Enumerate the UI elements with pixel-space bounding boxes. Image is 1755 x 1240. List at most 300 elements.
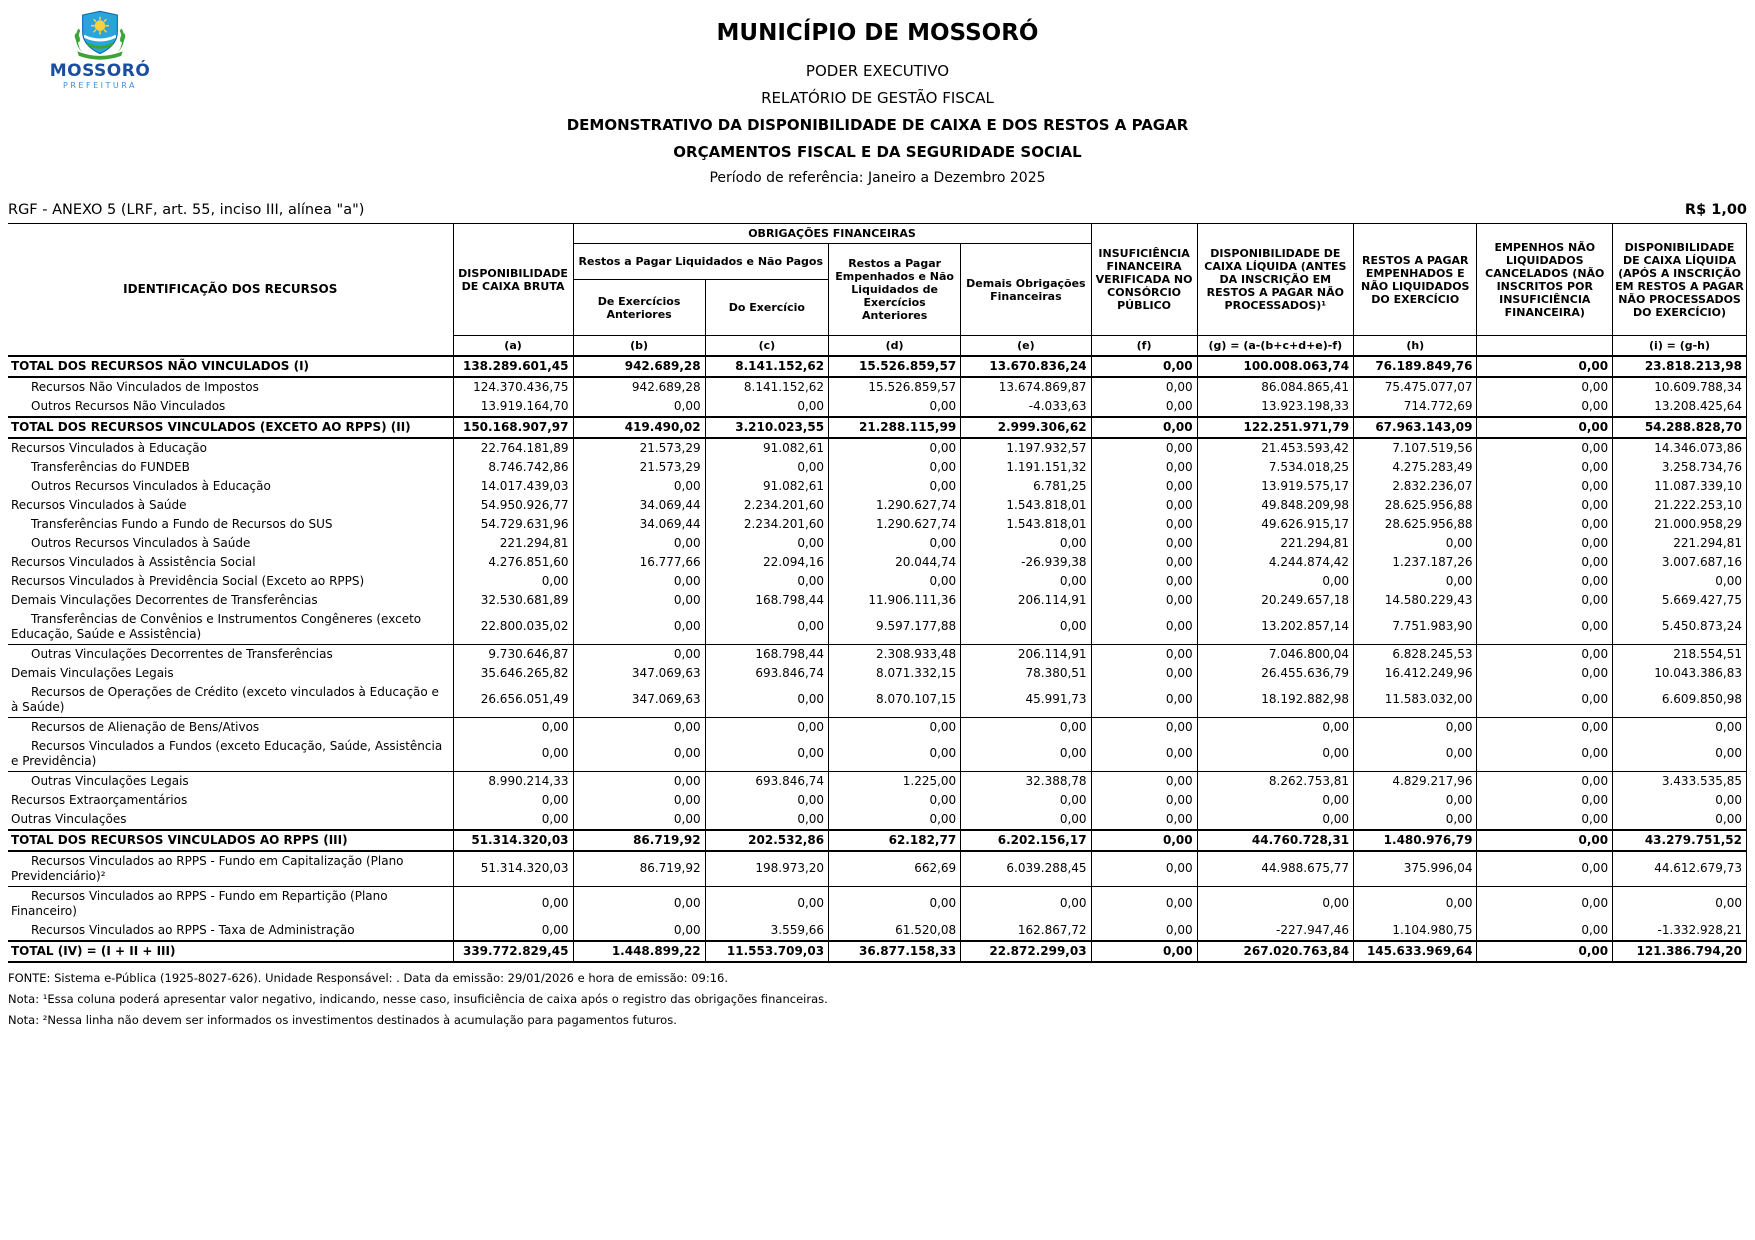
row-value: 15.526.859,57 <box>829 356 961 377</box>
row-value: 2.999.306,62 <box>961 417 1091 438</box>
row-value: 1.197.932,57 <box>961 438 1091 458</box>
row-value: 8.141.152,62 <box>705 377 828 397</box>
row-value: 8.141.152,62 <box>705 356 828 377</box>
logo-subtitle: PREFEITURA <box>63 81 137 90</box>
table-row <box>8 737 1747 772</box>
row-label: Recursos Vinculados à Assistência Social <box>8 553 453 572</box>
row-value: 51.314.320,03 <box>453 830 573 851</box>
row-value: 4.829.217,96 <box>1354 771 1477 791</box>
row-value: 0,00 <box>829 886 961 921</box>
row-value: 18.192.882,98 <box>1197 683 1353 718</box>
row-label: Recursos Vinculados à Saúde <box>8 496 453 515</box>
row-value: 14.580.229,43 <box>1354 591 1477 610</box>
row-value: 693.846,74 <box>705 664 828 683</box>
table-row <box>8 417 1747 438</box>
row-value: 347.069,63 <box>573 683 705 718</box>
row-value: 7.046.800,04 <box>1197 644 1353 664</box>
subtitle-poder: PODER EXECUTIVO <box>805 62 950 80</box>
row-value: 8.262.753,81 <box>1197 771 1353 791</box>
row-value: 0,00 <box>1091 791 1197 810</box>
row-value: 0,00 <box>1477 644 1613 664</box>
row-value: 7.107.519,56 <box>1354 438 1477 458</box>
row-label: Outras Vinculações <box>8 810 453 830</box>
table-row <box>8 477 1747 496</box>
row-value: 0,00 <box>1091 438 1197 458</box>
row-value: 3.258.734,76 <box>1613 458 1747 477</box>
table-body <box>8 356 1747 962</box>
row-value: 198.973,20 <box>705 851 828 887</box>
note-1: Nota: ¹Essa coluna poderá apresentar valor negativo, indicando, nesse caso, insuficiência de caixa após o registro das obrigações financeiras. <box>8 991 828 1006</box>
row-value: 0,00 <box>453 886 573 921</box>
row-value: 21.453.593,42 <box>1197 438 1353 458</box>
row-value: 16.777,66 <box>573 553 705 572</box>
table-row <box>8 830 1747 851</box>
row-value: 0,00 <box>1477 356 1613 377</box>
row-value: 0,00 <box>705 886 828 921</box>
logo-city-name: MOSSORÓ <box>49 61 151 81</box>
row-value: 0,00 <box>1197 717 1353 737</box>
col-letter-a: (a) <box>453 336 573 356</box>
row-value: 0,00 <box>829 791 961 810</box>
row-value: 0,00 <box>453 717 573 737</box>
row-value: 0,00 <box>705 737 828 772</box>
row-value: 0,00 <box>1477 477 1613 496</box>
row-label: Recursos Vinculados ao RPPS - Fundo em Repartição (Plano Financeiro) <box>8 886 453 921</box>
row-value: 21.000.958,29 <box>1613 515 1747 534</box>
row-value: 0,00 <box>573 572 705 591</box>
header-disponibilidade-bruta: DISPONIBILIDADE DE CAIXA BRUTA <box>453 224 573 336</box>
row-value: 0,00 <box>1091 496 1197 515</box>
row-value: 78.380,51 <box>961 664 1091 683</box>
table-row <box>8 610 1747 645</box>
row-value: 0,00 <box>961 534 1091 553</box>
row-value: 0,00 <box>705 534 828 553</box>
row-value: 0,00 <box>961 717 1091 737</box>
row-value: 162.867,72 <box>961 921 1091 941</box>
row-value: 0,00 <box>1354 791 1477 810</box>
row-value: 0,00 <box>1477 921 1613 941</box>
row-value: 22.800.035,02 <box>453 610 573 645</box>
row-value: 6.202.156,17 <box>961 830 1091 851</box>
row-value: 0,00 <box>1091 553 1197 572</box>
row-value: 0,00 <box>705 683 828 718</box>
row-value: 0,00 <box>829 717 961 737</box>
col-letter-h: (h) <box>1354 336 1477 356</box>
header-disponibilidade-liquida-antes: DISPONIBILIDADE DE CAIXA LÍQUIDA (ANTES DA INSCRIÇÃO EM RESTOS A PAGAR NÃO PROCESSADOS)¹ <box>1197 224 1353 336</box>
row-value: 32.530.681,89 <box>453 591 573 610</box>
row-value: 419.490,02 <box>573 417 705 438</box>
row-value: 23.818.213,98 <box>1613 356 1747 377</box>
row-value: 21.573,29 <box>573 438 705 458</box>
subtitle-demonstrativo: DEMONSTRATIVO DA DISPONIBILIDADE DE CAIXA E DOS RESTOS A PAGAR <box>566 116 1189 134</box>
row-value: 0,00 <box>1477 610 1613 645</box>
row-label: Recursos de Alienação de Bens/Ativos <box>8 717 453 737</box>
row-value: 714.772,69 <box>1354 397 1477 417</box>
table-row <box>8 553 1747 572</box>
row-value: 4.275.283,49 <box>1354 458 1477 477</box>
table-row <box>8 515 1747 534</box>
row-label: Recursos Vinculados a Fundos (exceto Educação, Saúde, Assistência e Previdência) <box>8 737 453 772</box>
col-letter-g: (g) = (a-(b+c+d+e)-f) <box>1197 336 1353 356</box>
row-value: 693.846,74 <box>705 771 828 791</box>
header-obrigacoes-financeiras: OBRIGAÇÕES FINANCEIRAS <box>573 224 1091 244</box>
row-value: 347.069,63 <box>573 664 705 683</box>
row-value: 0,00 <box>1091 644 1197 664</box>
row-value: 0,00 <box>1197 886 1353 921</box>
row-value: 339.772.829,45 <box>453 941 573 962</box>
row-value: 1.225,00 <box>829 771 961 791</box>
table-row <box>8 664 1747 683</box>
row-value: 145.633.969,64 <box>1354 941 1477 962</box>
row-value: 0,00 <box>1354 810 1477 830</box>
row-value: 21.222.253,10 <box>1613 496 1747 515</box>
row-value: 0,00 <box>1091 810 1197 830</box>
row-value: 0,00 <box>705 810 828 830</box>
row-value: 49.626.915,17 <box>1197 515 1353 534</box>
row-value: 4.244.874,42 <box>1197 553 1353 572</box>
table-row <box>8 791 1747 810</box>
row-value: 91.082,61 <box>705 438 828 458</box>
row-value: 0,00 <box>1091 515 1197 534</box>
row-value: 206.114,91 <box>961 591 1091 610</box>
row-value: 0,00 <box>573 921 705 941</box>
reference-period: Período de referência: Janeiro a Dezembro 2025 <box>709 170 1046 186</box>
currency-label: R$ 1,00 <box>1684 202 1747 218</box>
row-value: 0,00 <box>1091 572 1197 591</box>
row-value: 0,00 <box>1354 886 1477 921</box>
row-value: 0,00 <box>961 610 1091 645</box>
row-value: 0,00 <box>1477 830 1613 851</box>
row-value: 22.764.181,89 <box>453 438 573 458</box>
row-value: 8.070.107,15 <box>829 683 961 718</box>
row-value: 0,00 <box>1197 572 1353 591</box>
row-value: 202.532,86 <box>705 830 828 851</box>
row-label: Demais Vinculações Decorrentes de Transferências <box>8 591 453 610</box>
subtitle-orcamentos: ORÇAMENTOS FISCAL E DA SEGURIDADE SOCIAL <box>673 143 1082 161</box>
col-letter-b: (b) <box>573 336 705 356</box>
row-value: 11.583.032,00 <box>1354 683 1477 718</box>
row-value: 0,00 <box>1477 572 1613 591</box>
row-value: 1.480.976,79 <box>1354 830 1477 851</box>
row-value: 0,00 <box>829 458 961 477</box>
row-value: 13.208.425,64 <box>1613 397 1747 417</box>
row-label: TOTAL DOS RECURSOS VINCULADOS (EXCETO AO RPPS) (II) <box>8 417 453 438</box>
row-label: Transferências do FUNDEB <box>8 458 453 477</box>
row-value: 0,00 <box>573 644 705 664</box>
page-title: MUNICÍPIO DE MOSSORÓ <box>716 20 1039 46</box>
row-value: 20.044,74 <box>829 553 961 572</box>
row-value: 942.689,28 <box>573 356 705 377</box>
row-value: 10.043.386,83 <box>1613 664 1747 683</box>
report-header <box>8 8 1747 186</box>
row-value: 13.202.857,14 <box>1197 610 1353 645</box>
row-value: 2.234.201,60 <box>705 515 828 534</box>
row-value: 0,00 <box>1477 886 1613 921</box>
row-value: 54.288.828,70 <box>1613 417 1747 438</box>
header-demais-obrigacoes: Demais Obrigações Financeiras <box>961 244 1091 336</box>
row-value: 0,00 <box>961 737 1091 772</box>
row-value: 0,00 <box>573 477 705 496</box>
row-value: 0,00 <box>1477 458 1613 477</box>
table-row <box>8 683 1747 718</box>
row-value: 221.294,81 <box>453 534 573 553</box>
row-value: 0,00 <box>1354 534 1477 553</box>
row-value: 0,00 <box>453 921 573 941</box>
row-value: 1.543.818,01 <box>961 496 1091 515</box>
row-value: 11.553.709,03 <box>705 941 828 962</box>
row-value: 1.290.627,74 <box>829 515 961 534</box>
row-value: 0,00 <box>1091 941 1197 962</box>
row-value: 150.168.907,97 <box>453 417 573 438</box>
row-value: 0,00 <box>1613 572 1747 591</box>
header-restos-empenhados-exercicio: RESTOS A PAGAR EMPENHADOS E NÃO LIQUIDADOS DO EXERCÍCIO <box>1354 224 1477 336</box>
table-row <box>8 458 1747 477</box>
row-label: Outros Recursos Vinculados à Educação <box>8 477 453 496</box>
row-value: 0,00 <box>1197 810 1353 830</box>
row-value: 21.573,29 <box>573 458 705 477</box>
row-value: 86.719,92 <box>573 830 705 851</box>
row-value: 0,00 <box>1613 717 1747 737</box>
row-value: 54.950.926,77 <box>453 496 573 515</box>
row-value: 0,00 <box>829 438 961 458</box>
row-value: 5.450.873,24 <box>1613 610 1747 645</box>
row-value: 0,00 <box>1354 572 1477 591</box>
fiscal-table <box>8 223 1747 963</box>
row-value: 2.308.933,48 <box>829 644 961 664</box>
row-value: 168.798,44 <box>705 591 828 610</box>
row-value: 7.751.983,90 <box>1354 610 1477 645</box>
row-value: 54.729.631,96 <box>453 515 573 534</box>
row-value: 14.346.073,86 <box>1613 438 1747 458</box>
row-value: 0,00 <box>1091 477 1197 496</box>
row-value: 0,00 <box>1477 737 1613 772</box>
row-label: Outras Vinculações Legais <box>8 771 453 791</box>
row-value: 3.559,66 <box>705 921 828 941</box>
row-value: 0,00 <box>1091 717 1197 737</box>
row-label: Recursos de Operações de Crédito (exceto vinculados à Educação e à Saúde) <box>8 683 453 718</box>
row-value: 0,00 <box>961 810 1091 830</box>
row-label: Recursos Vinculados ao RPPS - Taxa de Administração <box>8 921 453 941</box>
row-value: 0,00 <box>705 458 828 477</box>
row-value: 0,00 <box>829 477 961 496</box>
row-value: 206.114,91 <box>961 644 1091 664</box>
row-value: 0,00 <box>705 397 828 417</box>
row-value: 32.388,78 <box>961 771 1091 791</box>
row-value: 2.832.236,07 <box>1354 477 1477 496</box>
row-value: 121.386.794,20 <box>1613 941 1747 962</box>
row-value: 0,00 <box>453 737 573 772</box>
row-value: 51.314.320,03 <box>453 851 573 887</box>
row-label: Outros Recursos Vinculados à Saúde <box>8 534 453 553</box>
row-value: 6.039.288,45 <box>961 851 1091 887</box>
table-row <box>8 438 1747 458</box>
row-value: 5.669.427,75 <box>1613 591 1747 610</box>
row-value: 13.919.575,17 <box>1197 477 1353 496</box>
row-value: 0,00 <box>1197 737 1353 772</box>
table-row <box>8 717 1747 737</box>
table-row <box>8 496 1747 515</box>
row-value: 0,00 <box>961 791 1091 810</box>
header-exercicios-anteriores: De Exercícios Anteriores <box>573 280 705 336</box>
row-value: 0,00 <box>1477 717 1613 737</box>
row-value: 1.543.818,01 <box>961 515 1091 534</box>
row-value: 0,00 <box>453 572 573 591</box>
row-value: 0,00 <box>829 572 961 591</box>
row-value: 26.455.636,79 <box>1197 664 1353 683</box>
row-value: 43.279.751,52 <box>1613 830 1747 851</box>
row-label: Recursos Extraorçamentários <box>8 791 453 810</box>
row-value: 14.017.439,03 <box>453 477 573 496</box>
report-footer <box>8 971 1747 1027</box>
row-value: 0,00 <box>1091 921 1197 941</box>
table-row <box>8 771 1747 791</box>
row-value: 8.990.214,33 <box>453 771 573 791</box>
row-value: 122.251.971,79 <box>1197 417 1353 438</box>
row-value: 0,00 <box>1091 417 1197 438</box>
row-value: 0,00 <box>1354 717 1477 737</box>
row-value: 0,00 <box>1354 737 1477 772</box>
row-value: 0,00 <box>1477 810 1613 830</box>
header-identificacao: IDENTIFICAÇÃO DOS RECURSOS <box>8 224 453 356</box>
table-row <box>8 397 1747 417</box>
row-value: 0,00 <box>573 791 705 810</box>
row-value: 0,00 <box>1091 683 1197 718</box>
row-value: 0,00 <box>573 591 705 610</box>
row-value: -1.332.928,21 <box>1613 921 1747 941</box>
row-value: 1.104.980,75 <box>1354 921 1477 941</box>
row-value: 7.534.018,25 <box>1197 458 1353 477</box>
row-value: 0,00 <box>1477 791 1613 810</box>
row-value: 0,00 <box>1091 534 1197 553</box>
row-value: 0,00 <box>1091 851 1197 887</box>
row-value: 138.289.601,45 <box>453 356 573 377</box>
row-value: 218.554,51 <box>1613 644 1747 664</box>
row-value: 0,00 <box>1613 886 1747 921</box>
row-value: 26.656.051,49 <box>453 683 573 718</box>
row-value: 0,00 <box>1477 664 1613 683</box>
row-label: Outros Recursos Não Vinculados <box>8 397 453 417</box>
row-value: 1.191.151,32 <box>961 458 1091 477</box>
row-value: 942.689,28 <box>573 377 705 397</box>
table-row <box>8 644 1747 664</box>
row-value: 0,00 <box>1613 791 1747 810</box>
row-label: Outras Vinculações Decorrentes de Transferências <box>8 644 453 664</box>
row-value: 91.082,61 <box>705 477 828 496</box>
row-value: 34.069,44 <box>573 515 705 534</box>
row-value: 76.189.849,76 <box>1354 356 1477 377</box>
row-value: 168.798,44 <box>705 644 828 664</box>
row-value: 0,00 <box>573 771 705 791</box>
row-label: TOTAL DOS RECURSOS VINCULADOS AO RPPS (III) <box>8 830 453 851</box>
col-letter-e: (e) <box>961 336 1091 356</box>
row-value: 61.520,08 <box>829 921 961 941</box>
row-value: 13.674.869,87 <box>961 377 1091 397</box>
row-value: 221.294,81 <box>1613 534 1747 553</box>
row-label: Demais Vinculações Legais <box>8 664 453 683</box>
row-value: 28.625.956,88 <box>1354 515 1477 534</box>
row-value: 0,00 <box>1091 830 1197 851</box>
row-value: 0,00 <box>1091 771 1197 791</box>
row-value: 0,00 <box>1477 851 1613 887</box>
header-restos-empenhados-anteriores: Restos a Pagar Empenhados e Não Liquidados de Exercícios Anteriores <box>829 244 961 336</box>
row-value: 0,00 <box>1613 737 1747 772</box>
row-value: 13.919.164,70 <box>453 397 573 417</box>
header-restos-liquidados: Restos a Pagar Liquidados e Não Pagos <box>573 244 829 280</box>
row-value: 9.597.177,88 <box>829 610 961 645</box>
row-value: 11.906.111,36 <box>829 591 961 610</box>
row-value: 0,00 <box>573 810 705 830</box>
row-value: 0,00 <box>705 791 828 810</box>
row-value: 0,00 <box>573 397 705 417</box>
meta-row <box>8 202 1747 218</box>
row-value: 267.020.763,84 <box>1197 941 1353 962</box>
row-value: 0,00 <box>829 534 961 553</box>
row-value: 45.991,73 <box>961 683 1091 718</box>
row-value: 44.612.679,73 <box>1613 851 1747 887</box>
row-value: 75.475.077,07 <box>1354 377 1477 397</box>
row-value: 0,00 <box>829 737 961 772</box>
col-letter-c: (c) <box>705 336 828 356</box>
table-row <box>8 591 1747 610</box>
row-value: 15.526.859,57 <box>829 377 961 397</box>
row-value: 3.433.535,85 <box>1613 771 1747 791</box>
annex-label: RGF - ANEXO 5 (LRF, art. 55, inciso III, alínea "a") <box>8 202 365 218</box>
row-value: 3.210.023,55 <box>705 417 828 438</box>
row-value: 0,00 <box>1477 515 1613 534</box>
row-value: 100.008.063,74 <box>1197 356 1353 377</box>
row-value: 0,00 <box>705 717 828 737</box>
row-value: 0,00 <box>1477 417 1613 438</box>
row-value: 0,00 <box>573 534 705 553</box>
row-value: 22.094,16 <box>705 553 828 572</box>
row-value: 13.670.836,24 <box>961 356 1091 377</box>
row-value: 0,00 <box>961 572 1091 591</box>
mossoro-logo <box>30 8 170 90</box>
row-label: TOTAL DOS RECURSOS NÃO VINCULADOS (I) <box>8 356 453 377</box>
row-value: 86.719,92 <box>573 851 705 887</box>
row-value: 22.872.299,03 <box>961 941 1091 962</box>
row-value: 0,00 <box>573 886 705 921</box>
row-value: 2.234.201,60 <box>705 496 828 515</box>
row-value: 1.290.627,74 <box>829 496 961 515</box>
header-empenhos-cancelados: EMPENHOS NÃO LIQUIDADOS CANCELADOS (NÃO INSCRITOS POR INSUFICIÊNCIA FINANCEIRA) <box>1477 224 1613 336</box>
row-value: 4.276.851,60 <box>453 553 573 572</box>
table-row <box>8 377 1747 397</box>
row-value: 20.249.657,18 <box>1197 591 1353 610</box>
row-value: 0,00 <box>829 810 961 830</box>
table-row <box>8 810 1747 830</box>
row-value: 0,00 <box>961 886 1091 921</box>
col-letter-i: (i) = (g-h) <box>1613 336 1747 356</box>
source-line: FONTE: Sistema e-Pública (1925-8027-626). Unidade Responsável: . Data da emissão: 29/01/2026 e hora de emissão: 09:16. <box>8 970 728 985</box>
row-value: 0,00 <box>1091 458 1197 477</box>
row-value: 10.609.788,34 <box>1613 377 1747 397</box>
table-row <box>8 356 1747 377</box>
row-value: 0,00 <box>1091 377 1197 397</box>
row-label: Transferências Fundo a Fundo de Recursos do SUS <box>8 515 453 534</box>
row-value: 0,00 <box>1477 397 1613 417</box>
row-value: 0,00 <box>1477 683 1613 718</box>
row-value: 0,00 <box>1091 886 1197 921</box>
row-value: 0,00 <box>453 810 573 830</box>
table-row <box>8 886 1747 921</box>
row-label: Recursos Vinculados ao RPPS - Fundo em Capitalização (Plano Previdenciário)² <box>8 851 453 887</box>
table-row <box>8 941 1747 962</box>
table-header <box>8 224 1747 356</box>
row-value: 6.828.245,53 <box>1354 644 1477 664</box>
header-disponibilidade-liquida-apos: DISPONIBILIDADE DE CAIXA LÍQUIDA (APÓS A INSCRIÇÃO EM RESTOS A PAGAR NÃO PROCESSADOS DO EXERCÍCIO) <box>1613 224 1747 336</box>
row-value: 0,00 <box>1091 397 1197 417</box>
